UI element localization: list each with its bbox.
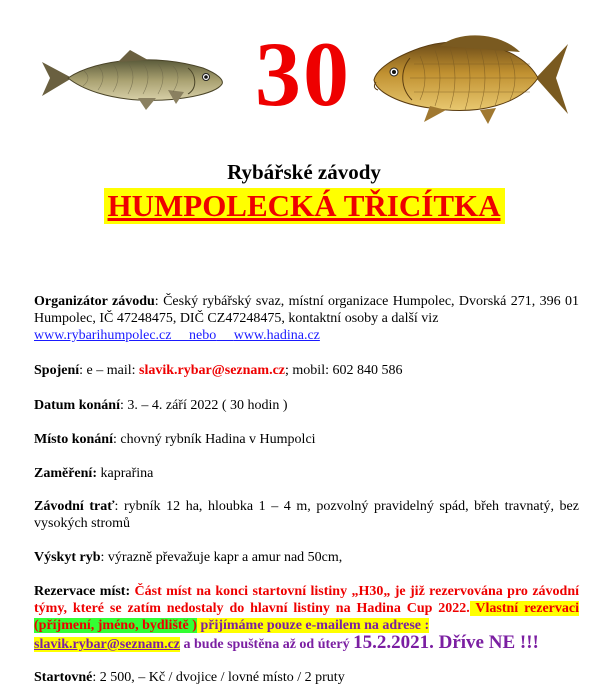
date-label: Datum konání bbox=[34, 398, 120, 413]
reservation-paragraph bbox=[34, 583, 579, 653]
track-label: Závodní trať bbox=[34, 499, 115, 514]
organizer-label: Organizátor závodu bbox=[34, 294, 155, 309]
separator-link[interactable]: nebo bbox=[188, 328, 217, 343]
fee-paragraph bbox=[34, 669, 579, 686]
venue-paragraph bbox=[34, 431, 579, 448]
reservation-own: Vlastní rezervaci bbox=[469, 601, 580, 616]
contact-phone: ; mobil: 602 840 586 bbox=[285, 363, 403, 378]
hadina-link[interactable]: www.hadina.cz bbox=[233, 328, 320, 343]
title-container bbox=[0, 188, 608, 224]
rybarihumpolec-link[interactable]: www.rybarihumpolec.cz bbox=[34, 328, 172, 343]
contact-paragraph bbox=[34, 362, 579, 379]
fish-paragraph bbox=[34, 549, 579, 566]
fee-label: Startovné bbox=[34, 670, 93, 685]
reservation-by-email: přijímáme pouze e-mailem na adrese : bbox=[196, 618, 430, 633]
reservation-required-fields: (příjmení, jméno, bydliště ) bbox=[34, 618, 197, 633]
organizer-paragraph bbox=[34, 293, 579, 344]
contact-label: Spojení bbox=[34, 363, 80, 378]
common-carp-fish-icon bbox=[370, 30, 572, 126]
event-title: HUMPOLECKÁ TŘICÍTKA bbox=[104, 188, 505, 224]
focus-paragraph bbox=[34, 465, 579, 482]
fish-label: Výskyt ryb bbox=[34, 550, 101, 565]
reservation-label: Rezervace míst: bbox=[34, 584, 131, 599]
reservation-start-date: 15.2.2021. Dříve NE !!! bbox=[353, 632, 539, 653]
date-text: : 3. – 4. září 2022 ( 30 hodin ) bbox=[119, 398, 288, 413]
track-text: : rybník 12 ha, hloubka 1 – 4 m, pozvolný pravidelný spád, břeh travnatý, bez vysokých stromů bbox=[34, 499, 579, 531]
venue-label: Místo konání bbox=[34, 432, 113, 447]
event-subtitle: Rybářské závody bbox=[227, 160, 381, 184]
event-info bbox=[34, 293, 580, 685]
reservation-notice: Část míst na konci startovní listiny „H30„ je již rezervována pro závodní týmy, které se zatím nedostaly do hlavní listiny na Hadina Cup 2022. bbox=[34, 584, 579, 616]
reservation-email[interactable]: slavik.rybar@seznam.cz bbox=[34, 637, 181, 652]
anniversary-number: 30 bbox=[255, 23, 351, 125]
link-gap-2[interactable] bbox=[216, 328, 234, 343]
date-paragraph bbox=[34, 397, 579, 414]
venue-text: : chovný rybník Hadina v Humpolci bbox=[112, 432, 316, 447]
focus-label: Zaměření: bbox=[34, 466, 97, 481]
fish-text: : výrazně převažuje kapr a amur nad 50cm, bbox=[100, 550, 343, 565]
fee-text: : 2 500, – Kč / dvojice / lovné místo / 2 pruty bbox=[92, 670, 345, 685]
contact-email[interactable]: slavik.rybar@seznam.cz bbox=[139, 363, 286, 378]
grass-carp-fish-icon bbox=[38, 44, 228, 114]
organizer-text: : Český rybářský svaz, místní organizace Humpolec, Dvorská 271, 396 01 Humpolec, IČ 47248475, DIČ CZ47248475, kontaktní osoby a další viz bbox=[34, 294, 579, 326]
contact-pre: : e – mail: bbox=[79, 363, 140, 378]
reservation-start-text: a bude spuštěna až od úterý bbox=[180, 637, 354, 652]
track-paragraph bbox=[34, 498, 579, 532]
focus-text: kaprařina bbox=[96, 466, 154, 481]
link-gap[interactable] bbox=[171, 328, 189, 343]
